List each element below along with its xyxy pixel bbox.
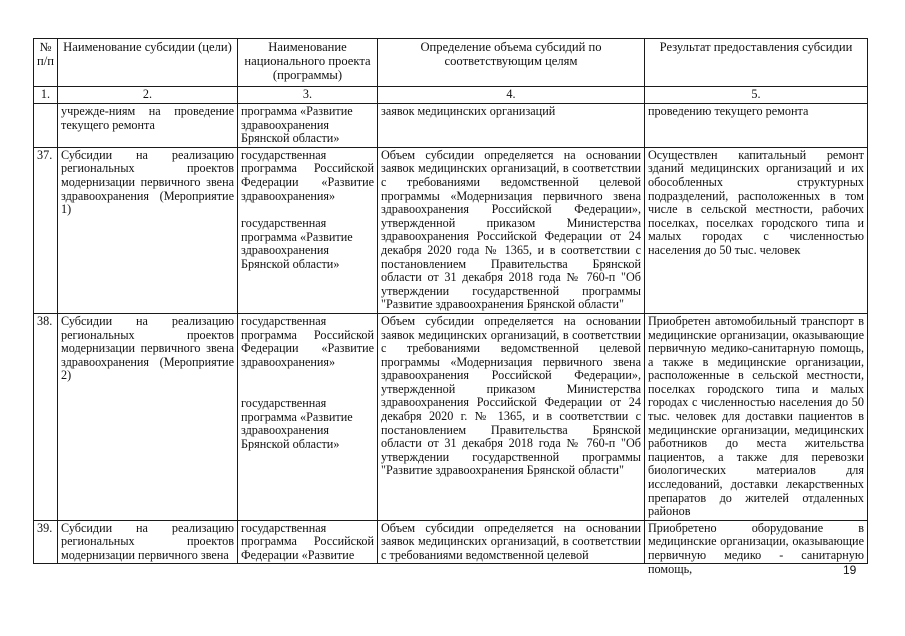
- subsidy-name-cell: Субсидии на реализацию региональных проектов модернизации первичного звена здравоохранения (Мероприятие 2): [58, 313, 238, 520]
- project-gap: [241, 383, 374, 397]
- project-cell: [238, 313, 378, 520]
- row-number: [34, 104, 58, 148]
- page-number: 19: [843, 563, 857, 577]
- project-cell: [238, 104, 378, 148]
- header-row: [34, 39, 868, 87]
- row-number: 37.: [34, 147, 58, 313]
- result-cell: проведению текущего ремонта: [645, 104, 868, 148]
- table-row: [34, 520, 868, 563]
- definition-text: Объем субсидии определяется на основании заявок медицинских организаций, в соответствии с требованиями ведомственной целевой: [381, 520, 641, 562]
- project-text: государственная программа Российской Федерации «Развитие здравоохранения»: [241, 313, 374, 369]
- subsidy-name-text: Субсидии на реализацию региональных проектов модернизации первичного звена: [61, 520, 234, 562]
- header-project-name: Наименование национального проекта (программы): [238, 39, 378, 87]
- result-cell: Приобретен автомобильный транспорт в медицинские организации, оказывающие первичную медико-санитарную помощь, а также в медицинские организации, расположенные в сельской местности, поселках городского типа и малых городах с численностью населения до 50 тыс. человек для доставки пациентов в медицинские организации, медицинских работников до места жительства пациентов, а также для перевозки биологических материалов для исследований, доставки лекарственных препаратов до жителей отдаленных районов: [645, 313, 868, 520]
- definition-cell: Объем субсидии определяется на основании заявок медицинских организаций, в соответствии с требованиями ведомственной целевой программы «Модернизация первичного звена здравоохранения Российской Федерации», утвержденной приказом Министерства здравоохранения Российской Федерации от 24 декабря 2020 года № 1365, и в соответствии с постановлением Правительства Брянской области от 31 декабря 2018 года № 760-п "Об утверждении государственной программы "Развитие здравоохранения Брянской области": [378, 147, 645, 313]
- result-cell: Осуществлен капитальный ремонт зданий медицинских организаций и их обособленных структурных подразделений, расположенных в том числе в сельской местности, рабочих поселках, поселках городского типа и малых городах с численностью населения до 50 тыс. человек: [645, 147, 868, 313]
- project-gap: [241, 203, 374, 217]
- column-number: 3.: [238, 87, 378, 104]
- row-number: 39.: [34, 520, 58, 563]
- column-number: 1.: [34, 87, 58, 104]
- project-cell: [238, 147, 378, 313]
- subsidy-name-cell: учрежде-ниям на проведение текущего ремонта: [58, 104, 238, 148]
- row-number: 38.: [34, 313, 58, 520]
- definition-cell: заявок медицинских организаций: [378, 104, 645, 148]
- header-subsidy-name: Наименование субсидии (цели): [58, 39, 238, 87]
- header-result: Результат предоставления субсидии: [645, 39, 868, 87]
- definition-cell: Объем субсидии определяется на основании заявок медицинских организаций, в соответствии с требованиями ведомственной целевой программы «Модернизация первичного звена здравоохранения Российской Федерации», утвержденной приказом Министерства здравоохранения Российской Федерации от 24 декабря 2020 г. № 1365, и в соответствии с постановлением Правительства Брянской области от 31 декабря 2018 года № 760-п "Об утверждении государственной программы "Развитие здравоохранения Брянской области": [378, 313, 645, 520]
- header-volume-definition: Определение объема субсидий по соответствующим целям: [378, 39, 645, 87]
- subsidy-name-cell: Субсидии на реализацию региональных проектов модернизации первичного звена здравоохранения (Мероприятие 1): [58, 147, 238, 313]
- table-row: [34, 313, 868, 520]
- project-text: государственная программа Российской Федерации «Развитие здравоохранения»: [241, 147, 374, 203]
- subsidy-name-cell: [58, 520, 238, 563]
- table-row: [34, 104, 868, 148]
- project-gap: [241, 369, 374, 383]
- column-number: 4.: [378, 87, 645, 104]
- result-text: Приобретено оборудование в медицинские организации, оказывающие первичную медико - санитарную помощь,: [648, 520, 864, 576]
- column-number-row: [34, 87, 868, 104]
- header-number: № п/п: [34, 39, 58, 87]
- column-number: 5.: [645, 87, 868, 104]
- project-cell: [238, 520, 378, 563]
- project-text: государственная программа «Развитие здравоохранения Брянской области»: [241, 216, 353, 271]
- definition-cell: [378, 520, 645, 563]
- project-text: государственная программа «Развитие здравоохранения Брянской области»: [241, 396, 353, 452]
- table-row: [34, 147, 868, 313]
- project-text: государственная программа Российской Федерации «Развитие: [241, 520, 374, 562]
- project-text: программа «Развитие здравоохранения Брянской области»: [241, 104, 353, 146]
- column-number: 2.: [58, 87, 238, 104]
